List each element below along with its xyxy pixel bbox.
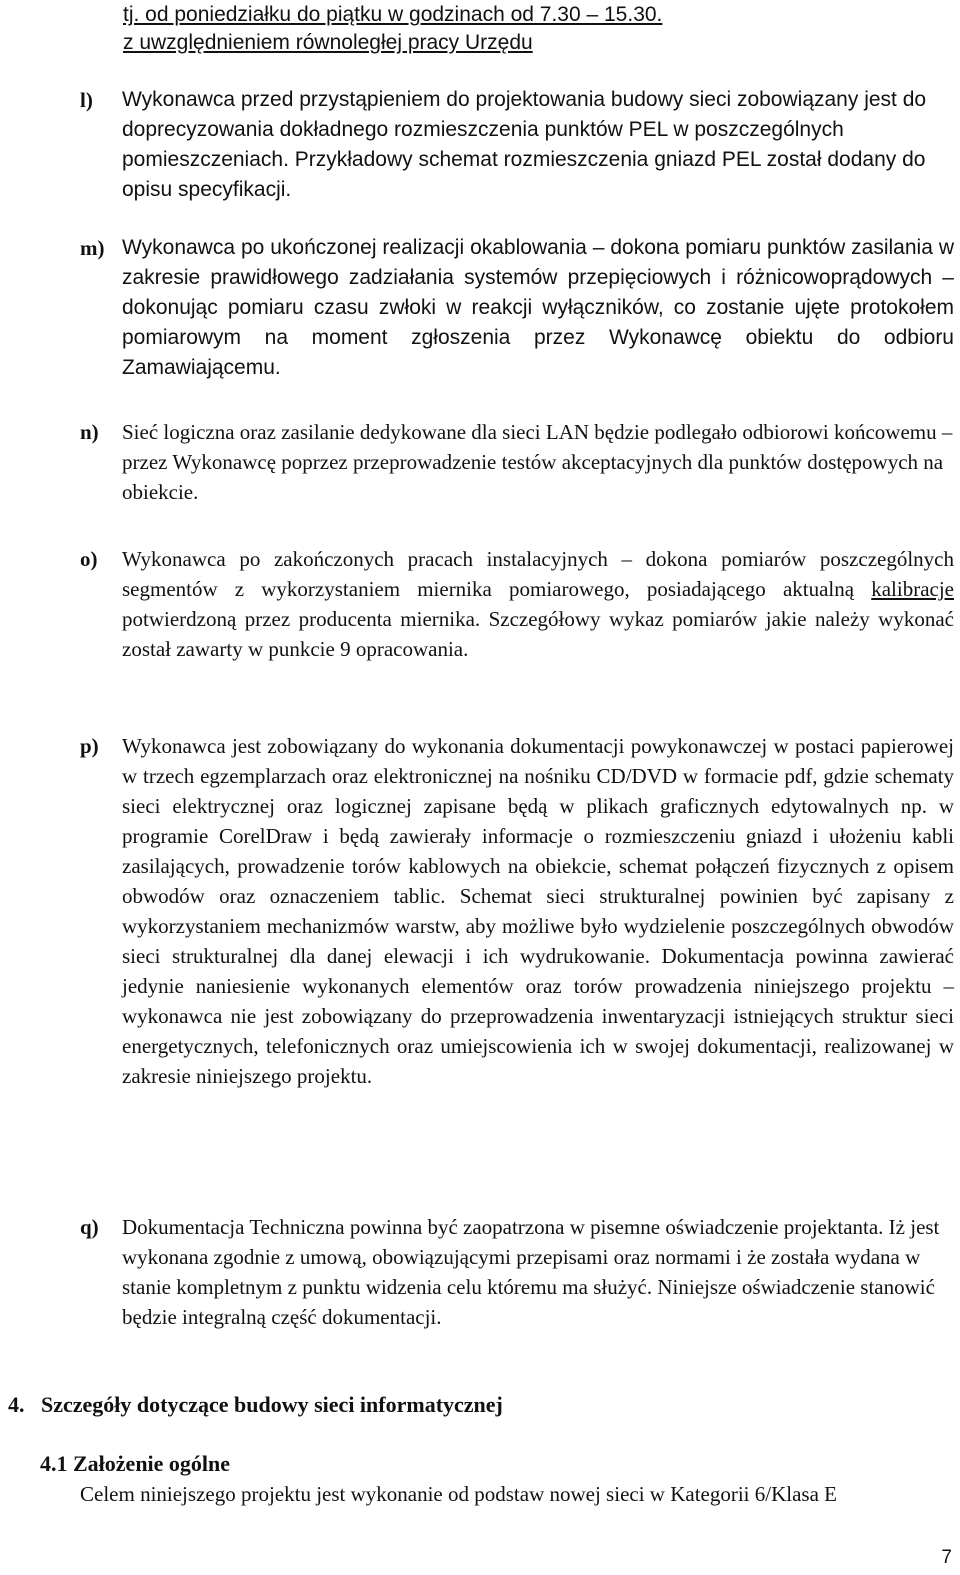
list-label: q)	[80, 1215, 99, 1239]
header-line-2: z uwzględnieniem równoległej pracy Urzędu	[123, 31, 533, 54]
list-item-text: Dokumentacja Techniczna powinna być zaopatrzona w pisemne oświadczenie projektanta. Iż jest wykonana zgodnie z umową, obowiązującymi przepisami oraz normami i że została wydana w stanie kompletnym z punktu widzenia celu któremu ma służyć. Niniejsze oświadczenie stanowić będzie integralną część dokumentacji.	[122, 1215, 940, 1329]
list-label: m)	[80, 236, 105, 260]
header-line-1: tj. od poniedziałku do piątku w godzinach od 7.30 – 15.30.	[123, 3, 663, 26]
section-number: 4.	[8, 1392, 25, 1417]
list-item-text	[122, 544, 954, 664]
section-title: Szczegóły dotyczące budowy sieci informatycznej	[41, 1392, 503, 1417]
list-item-text: Wykonawca przed przystąpieniem do projektowania budowy sieci zobowiązany jest do doprecyzowania dokładnego rozmieszczenia punktów PEL w poszczególnych pomieszczeniach. Przykładowy schemat rozmieszczenia gniazd PEL został dodany do opisu specyfikacji.	[122, 88, 927, 201]
section-heading	[8, 1390, 503, 1420]
list-item-n	[80, 417, 954, 507]
list-item-m	[80, 233, 954, 383]
text-segment: potwierdzoną przez producenta miernika. Szczegółowy wykaz pomiarów jakie należy wykonać został zawarty w punkcie 9 opracowania.	[122, 607, 954, 661]
list-label: l)	[80, 88, 93, 112]
list-item-l	[80, 85, 954, 205]
list-item-text: Sieć logiczna oraz zasilanie dedykowane dla sieci LAN będzie podlegało odbiorowi końcowemu – przez Wykonawcę poprzez przeprowadzenie testów akceptacyjnych dla punktów dostępowych na obiekcie.	[122, 420, 953, 504]
list-label: p)	[80, 734, 99, 758]
list-item-q	[80, 1212, 954, 1332]
list-label: n)	[80, 420, 99, 444]
page-number: 7	[941, 1547, 952, 1568]
subsection-body: Celem niniejszego projektu jest wykonanie od podstaw nowej sieci w Kategorii 6/Klasa E	[80, 1482, 837, 1506]
list-label: o)	[80, 547, 98, 571]
list-item-text: Wykonawca po ukończonej realizacji okablowania – dokona pomiaru punktów zasilania w zakresie prawidłowego zadziałania systemów przepięciowych i różnicowoprądowych – dokonując pomiaru czasu zwłoki w reakcji wyłączników, co zostanie ujęte protokołem pomiarowym na moment zgłoszenia przez Wykonawcę obiektu do odbioru Zamawiającemu.	[122, 236, 954, 379]
underlined-word: kalibracje	[871, 577, 954, 601]
list-item-p	[80, 731, 954, 1091]
subsection-heading: 4.1 Założenie ogólne	[40, 1451, 231, 1476]
list-item-o	[80, 544, 954, 664]
list-item-text: Wykonawca jest zobowiązany do wykonania dokumentacji powykonawczej w postaci papierowej w trzech egzemplarzach oraz elektronicznej na nośniku CD/DVD w formacie pdf, gdzie schematy sieci elektrycznej oraz logicznej zapisane będą w plikach graficznych edytowalnych np. w programie CorelDraw i będą zawierały informacje o rozmieszczeniu gniazd i ułożeniu kabli zasilających, prowadzenie torów kablowych na obiekcie, schemat połączeń fizycznych z opisem obwodów oraz oznaczeniem tablic. Schemat sieci strukturalnej powinien być zapisany z wykorzystaniem mechanizmów warstw, aby możliwe było wydzielenie poszczególnych obwodów sieci strukturalnej dla danej elewacji i ich wydrukowanie. Dokumentacja powinna zawierać jedynie naniesienie wykonanych elementów oraz torów prowadzenia niniejszego projektu – wykonawca nie jest zobowiązany do przeprowadzenia inwentaryzacji istniejących struktur sieci energetycznych, telefonicznych oraz umiejscowienia ich w swojej dokumentacji, realizowanej w zakresie niniejszego projektu.	[122, 734, 954, 1088]
text-segment: Wykonawca po zakończonych pracach instalacyjnych – dokona pomiarów poszczególnych segmentów z wykorzystaniem miernika pomiarowego, posiadającego aktualną	[122, 547, 954, 601]
